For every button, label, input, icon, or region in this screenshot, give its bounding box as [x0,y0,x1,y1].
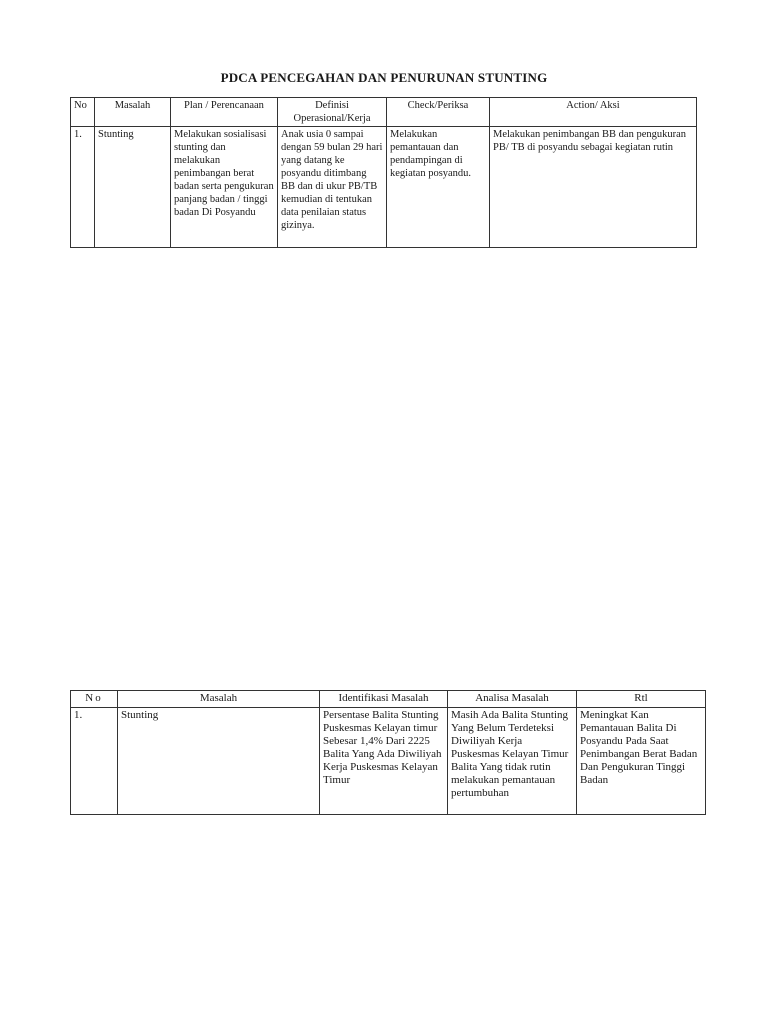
header-identifikasi: Identifikasi Masalah [320,691,448,708]
header-action: Action/ Aksi [490,98,697,127]
header-no: No [71,98,95,127]
header-check: Check/Periksa [387,98,490,127]
analysis-table [70,690,706,815]
pdca-header-row [71,98,697,127]
cell-no: 1. [71,708,118,815]
table-row [71,127,697,248]
cell-identifikasi: Persentase Balita Stunting Puskesmas Kelayan timur Sebesar 1,4% Dari 2225 Balita Yang Ada Diwiliyah Kerja Puskesmas Kelayan Timur [320,708,448,815]
document-title: PDCA PENCEGAHAN DAN PENURUNAN STUNTING [220,70,548,85]
cell-rtl: Meningkat Kan Pemantauan Balita Di Posyandu Pada Saat Penimbangan Berat Badan Dan Pengukuran Tinggi Badan [577,708,706,815]
header-analisa: Analisa Masalah [448,691,577,708]
cell-no: 1. [71,127,95,248]
cell-check: Melakukan pemantauan dan pendampingan di kegiatan posyandu. [387,127,490,248]
cell-analisa: Masih Ada Balita Stunting Yang Belum Terdeteksi Diwiliyah Kerja Puskesmas Kelayan Timur Balita Yang tidak rutin melakukan pemantauan pertumbuhan [448,708,577,815]
header-plan: Plan / Perencanaan [171,98,278,127]
cell-definisi: Anak usia 0 sampai dengan 59 bulan 29 hari yang datang ke posyandu ditimbang BB dan di ukur PB/TB kemudian di tentukan data penilaian status gizinya. [278,127,387,248]
cell-plan: Melakukan sosialisasi stunting dan melakukan penimbangan berat badan serta pengukuran panjang badan / tinggi badan Di Posyandu [171,127,278,248]
table-row [71,708,706,815]
pdca-table [70,97,697,248]
header-masalah: Masalah [95,98,171,127]
header-definisi: Definisi Operasional/Kerja [278,98,387,127]
cell-masalah: Stunting [95,127,171,248]
header-no: No [71,691,118,708]
header-rtl: Rtl [577,691,706,708]
cell-masalah: Stunting [118,708,320,815]
header-masalah: Masalah [118,691,320,708]
cell-action: Melakukan penimbangan BB dan pengukuran PB/ TB di posyandu sebagai kegiatan rutin [490,127,697,248]
analysis-header-row [71,691,706,708]
